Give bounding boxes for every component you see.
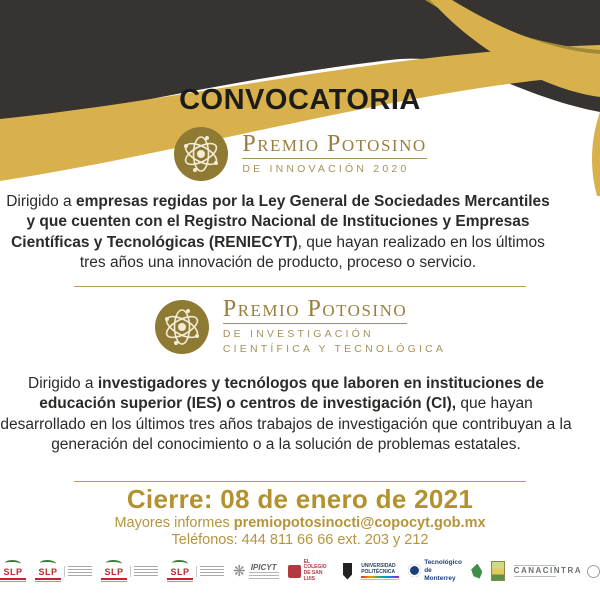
slp-gray-bar [35,581,61,582]
deadline-text: Cierre: 08 de enero de 2021 [126,484,474,514]
section-divider [74,481,526,482]
slp-mark [167,560,193,582]
slp-leaf-icon [5,560,21,567]
slp-label: SLP [170,567,190,577]
tec-de-monterrey-logo [408,559,462,582]
slp-government-logo [0,560,26,582]
slp-label: SLP [3,567,23,577]
colegio-san-luis-icon [288,565,301,578]
research-award-logo [0,297,600,357]
sponsor-logo-strip [0,553,600,589]
slp-gray-bar [101,581,127,582]
award-title: Premio Potosino [242,132,426,159]
contact-info [0,515,600,531]
contact-phones: Teléfonos: 444 811 66 66 ext. 203 y 212 [171,532,429,548]
uaslp-emblem-logo [343,563,353,580]
slp-copocyt-logo [35,560,92,582]
desc-suffix: que hayan desarrollado en los últimos tres años trabajos de investigación que contribuyan a la generación del conocimiento o a la solución de problemas estatales. [0,395,572,454]
canacintra-ring-icon [587,565,600,578]
copocyt-green-emblem-logo [471,564,482,579]
innovation-award-logo-text [242,132,426,176]
slp-gray-bar [167,581,193,582]
universidad-politecnica-logo [361,563,399,580]
slp-mark [35,560,61,582]
slp-label: SLP [104,567,124,577]
colegio-san-luis-logo [288,560,334,583]
slp-secretaria-logo [101,560,158,582]
page-title: CONVOCATORIA [179,84,421,116]
canacintra-text-block [514,564,582,578]
award-subtitle-line1: DE INVESTIGACIÓN [222,328,374,341]
logo-caption-lines [249,572,279,579]
logo-caption-lines [196,566,224,577]
state-emblem-logo [491,561,504,581]
tec-de-monterrey-label: Tecnológico de Monterrey [424,559,463,582]
rainbow-bar-icon [361,576,399,578]
colegio-san-luis-label: EL COLEGIO DE SAN LUIS [303,558,327,582]
logo-caption-lines [64,566,92,577]
tec-de-monterrey-icon [408,564,421,577]
award-title: Premio Potosino [223,297,407,324]
research-award-description [0,374,572,456]
desc-prefix: Dirigido a [28,375,98,392]
slp-leaf-icon [40,560,56,567]
ipicyt-starburst-icon: ❋ [233,562,246,580]
slp-leaf-icon [106,560,122,567]
desc-bold: investigadores y tecnólogos que laboren en instituciones de educación superior (IES) o centros de investigación (CI), [39,375,544,413]
slp-leaf-icon [172,560,188,567]
innovation-award-logo [0,126,600,182]
slp-red-bar [35,578,61,580]
section-divider [74,286,526,287]
canacintra-label: CANACINTRA [513,566,582,575]
gray-bar [361,579,399,580]
slp-gray-bar [0,581,26,582]
ipicyt-logo [233,563,279,579]
award-subtitle-line2: CIENTÍFICA Y TECNOLÓGICA [222,343,447,356]
slp-mark [101,560,127,582]
slp-sedeco-logo [167,560,224,582]
desc-suffix: , que hayan realizado en los últimos tres años una innovación de producto, proceso o servicio. [79,233,545,272]
research-award-logo-text [223,297,446,357]
slp-label: SLP [38,567,58,577]
canacintra-logo [514,564,600,578]
slp-red-bar [0,578,26,580]
contact-email: premiopotosinocti@copocyt.gob.mx [233,515,486,531]
innovation-award-description [0,192,556,274]
contact-label: Mayores informes [114,515,234,531]
slp-red-bar [167,578,193,580]
desc-bold: empresas regidas por la Ley General de Sociedades Mercantiles y que cuenten con el Registro Nacional de Instituciones y Empresas Científicas y Tecnológicas (RENIECYT) [11,193,550,251]
atom-icon [173,126,229,182]
logo-caption-lines [130,566,158,577]
slp-mark [0,560,26,582]
desc-prefix: Dirigido a [6,193,76,210]
award-subtitle: DE INNOVACIÓN 2020 [242,163,410,175]
universidad-politecnica-label: UNIVERSIDAD POLITÉCNICA [361,562,396,575]
slp-red-bar [101,578,127,580]
ipicyt-label: IPICYT [250,563,277,572]
atom-icon [154,299,210,355]
logo-caption-lines [514,576,556,577]
